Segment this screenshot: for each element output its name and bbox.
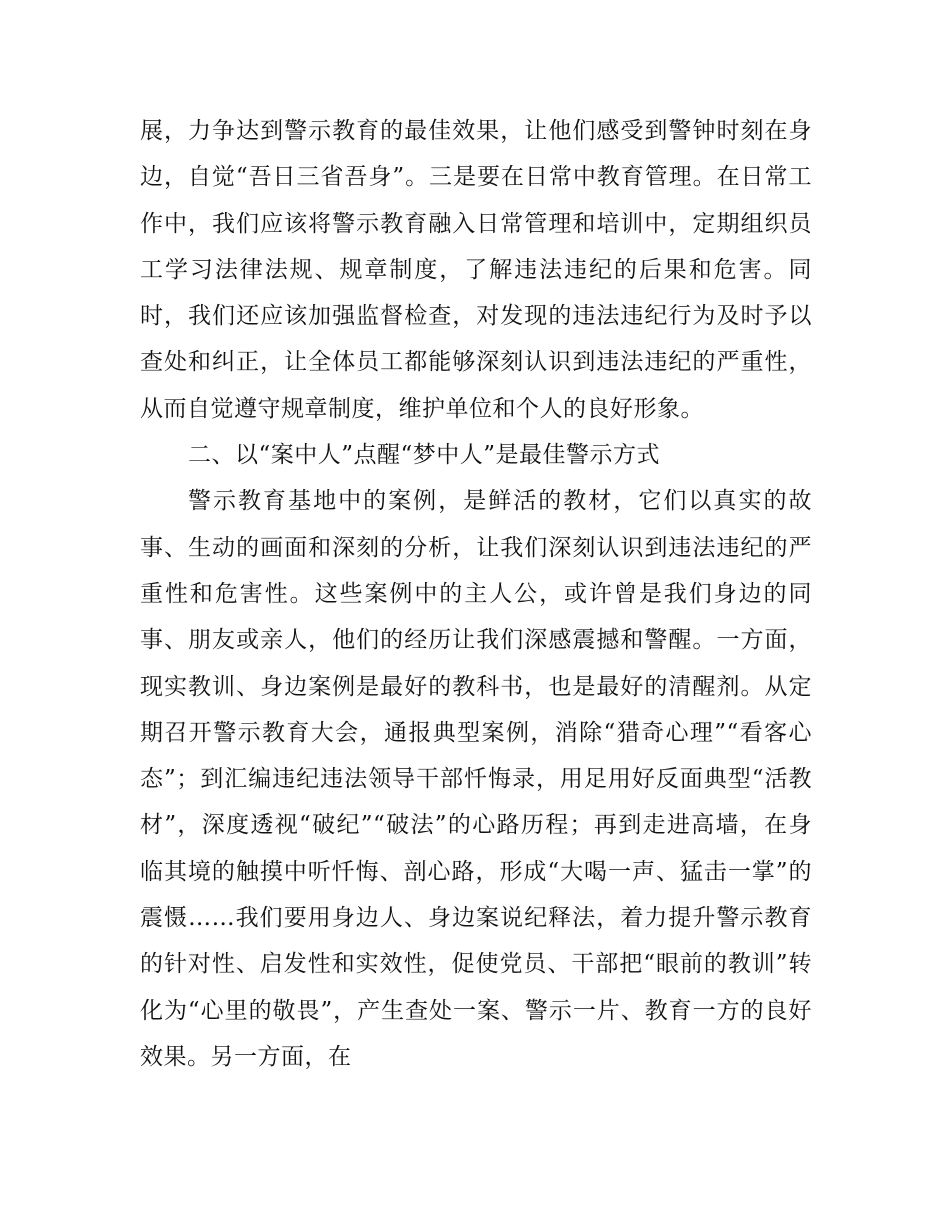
paragraph-cases: 警示教育基地中的案例，是鲜活的教材，它们以真实的故事、生动的画面和深刻的分析，让我们深刻认识到违法违纪的严重性和危害性。这些案例中的主人公，或许曾是我们身边的同事、朋友或亲人，他们的经历让我们深感震撼和警醒。一方面，现实教训、身边案例是最好的教科书，也是最好的清醒剂。从定期召开警示教育大会，通报典型案例，消除“猎奇心理”“看客心态”；到汇编违纪违法领导干部忏悔录，用足用好反面典型“活教材”，深度透视“破纪”“破法”的心路历程；再到走进高墙，在身临其境的触摸中听忏悔、剖心路，形成“大喝一声、猛击一掌”的震慑……我们要用身边人、身边案说纪释法，着力提升警示教育的针对性、启发性和实效性，促使党员、干部把“眼前的教训”转化为“心里的敬畏”，产生查处一案、警示一片、教育一方的良好效果。另一方面，在 xyxy=(140,488,812,1070)
paragraph-continued: 展，力争达到警示教育的最佳效果，让他们感受到警钟时刻在身边，自觉“吾日三省吾身”。三是要在日常中教育管理。在日常工作中，我们应该将警示教育融入日常管理和培训中，定期组织员工学习法律法规、规章制度，了解违法违纪的后果和危害。同时，我们还应该加强监督检查，对发现的违法违纪行为及时予以查处和纠正，让全体员工都能够深刻认识到违法违纪的严重性，从而自觉遵守规章制度，维护单位和个人的良好形象。 xyxy=(140,118,812,422)
section-heading: 二、以“案中人”点醒“梦中人”是最佳警示方式 xyxy=(188,442,661,469)
document-page xyxy=(140,108,812,1080)
